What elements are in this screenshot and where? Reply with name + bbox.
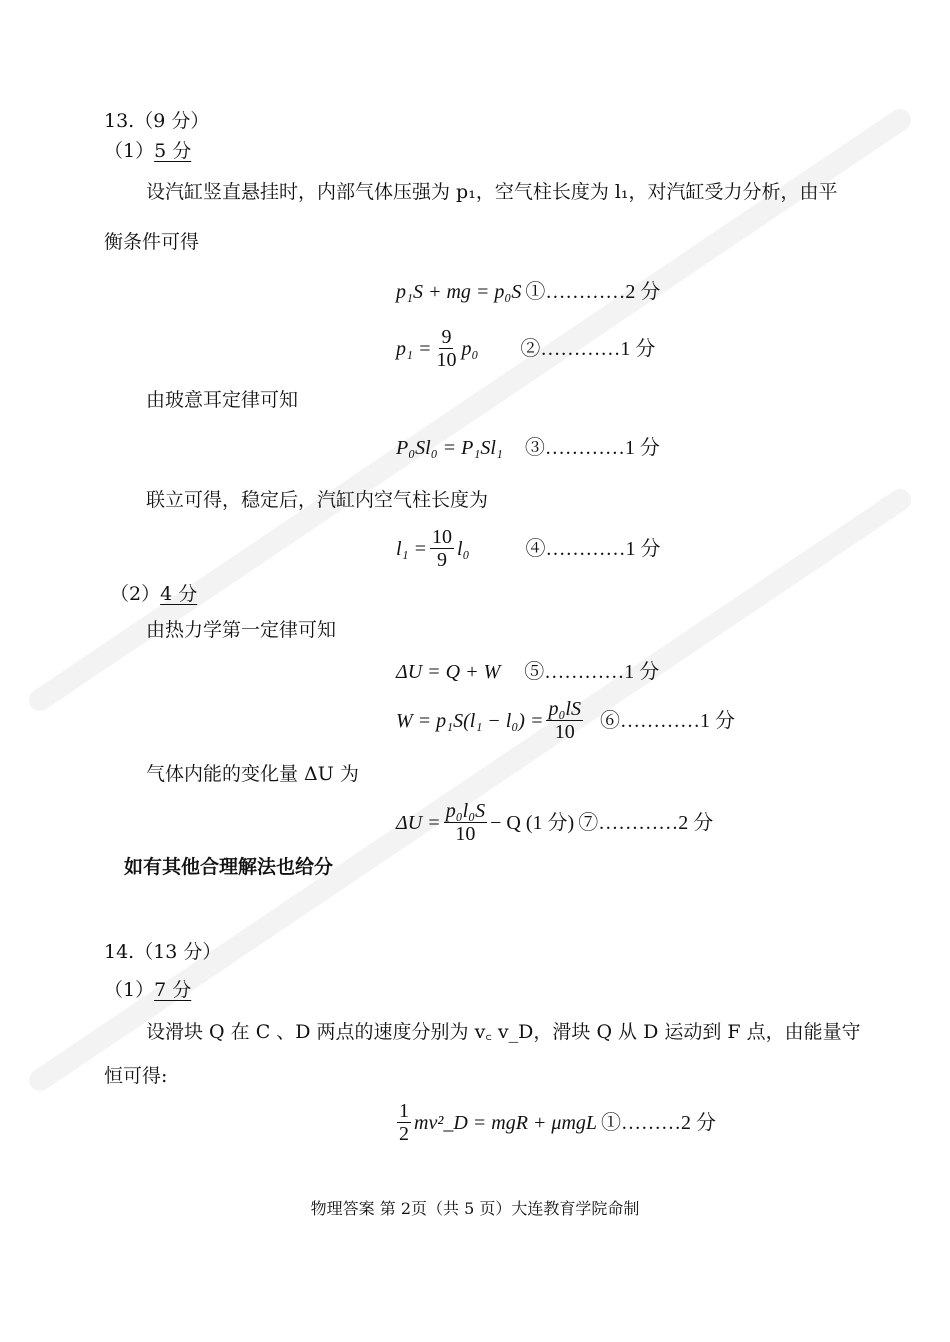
q13-eq1-body: p₁S + mg = p₀S — [396, 281, 522, 303]
q14-part1 — [104, 978, 191, 1002]
q13-eq6 — [396, 698, 735, 743]
q13-eq2-num: 9 — [441, 326, 452, 348]
q13-eq5-tag: ⑤…………1 分 — [524, 661, 660, 683]
q13-part1-score: 5 分 — [154, 140, 192, 162]
q13-eq2-den: 10 — [436, 349, 457, 371]
q13-eq7 — [396, 800, 713, 845]
q13-eq5 — [396, 660, 659, 684]
q14-eq1-tag: ①………2 分 — [601, 1111, 717, 1134]
q13-eq2-frac — [434, 326, 458, 371]
q13-eq7-num: p₀l₀S — [445, 800, 486, 822]
q13-line1: 设汽缸竖直悬挂时，内部气体压强为 p₁，空气柱长度为 l₁，对汽缸受力分析，由平 — [146, 181, 838, 203]
q13-eq7-rhs: − Q (1 分) — [490, 811, 575, 834]
q13-eq4-den: 9 — [437, 549, 448, 571]
q14-line2: 恒可得: — [104, 1065, 168, 1087]
q13-header: 13.（9 分） — [104, 110, 210, 132]
q13-eq3 — [396, 436, 660, 460]
q13-eq5-body: ΔU = Q + W — [396, 661, 501, 683]
q13-eq2-tag: ②…………1 分 — [520, 337, 656, 360]
q13-eq6-tag: ⑥…………1 分 — [599, 709, 735, 732]
q13-eq6-frac — [546, 698, 583, 743]
q13-part2 — [110, 582, 197, 606]
q13-eq4-tag: ④…………1 分 — [525, 537, 661, 560]
q13-eq7-lhs: ΔU = — [396, 811, 441, 834]
q13-line4: 联立可得，稳定后，汽缸内空气柱长度为 — [146, 489, 489, 511]
q13-eq2-lhs: p₁ = — [396, 337, 432, 360]
q13-line3: 由玻意耳定律可知 — [146, 389, 299, 411]
q13-part1 — [104, 139, 191, 163]
q13-eq3-body: P₀Sl₀ = P₁Sl₁ — [396, 437, 503, 459]
q13-line6: 气体内能的变化量 ΔU 为 — [146, 763, 359, 785]
page-footer: 物理答案 第 2页（共 5 页）大连教育学院命制 — [310, 1199, 640, 1218]
q14-eq1-frac — [397, 1100, 411, 1145]
q13-eq3-tag: ③…………1 分 — [524, 437, 660, 459]
q13-part1-label: （1） — [104, 140, 155, 162]
q13-eq7-tag: ⑦…………2 分 — [578, 811, 714, 834]
q13-line2: 衡条件可得 — [104, 231, 200, 253]
q13-eq4-num: 10 — [432, 526, 453, 548]
q13-eq7-frac — [444, 800, 487, 845]
q14-eq1-den: 2 — [399, 1123, 409, 1145]
q13-eq2 — [396, 326, 655, 371]
q13-note: 如有其他合理解法也给分 — [124, 856, 334, 878]
q14-part1-label: （1） — [104, 979, 155, 1001]
q13-eq6-num: p₀lS — [548, 698, 581, 720]
q13-eq6-lhs: W = p₁S(l₁ − l₀) = — [396, 709, 544, 732]
q13-eq6-den: 10 — [554, 721, 575, 743]
q14-line1: 设滑块 Q 在 C 、D 两点的速度分别为 v꜀ v_D，滑块 Q 从 D 运动到 F 点，由能量守 — [146, 1021, 861, 1043]
q14-eq1-num: 1 — [399, 1100, 409, 1122]
q13-line5: 由热力学第一定律可知 — [146, 619, 337, 641]
q13-eq1-tag: ①…………2 分 — [525, 281, 661, 303]
q13-eq4 — [396, 526, 661, 571]
q13-eq4-frac — [430, 526, 454, 571]
q13-part2-score: 4 分 — [160, 583, 198, 605]
q13-eq2-rhs: p₀ — [461, 337, 479, 360]
q13-eq4-lhs: l₁ = — [396, 537, 428, 560]
q14-eq1 — [394, 1100, 716, 1145]
q14-part1-score: 7 分 — [154, 979, 192, 1001]
q14-header: 14.（13 分） — [104, 941, 222, 963]
q14-eq1-rhs: mv²_D = mgR + μmgL — [414, 1111, 598, 1134]
q13-eq4-rhs: l₀ — [457, 537, 470, 560]
q13-eq7-den: 10 — [455, 823, 476, 845]
q13-part2-label: （2） — [110, 583, 161, 605]
q13-eq1 — [396, 280, 660, 304]
